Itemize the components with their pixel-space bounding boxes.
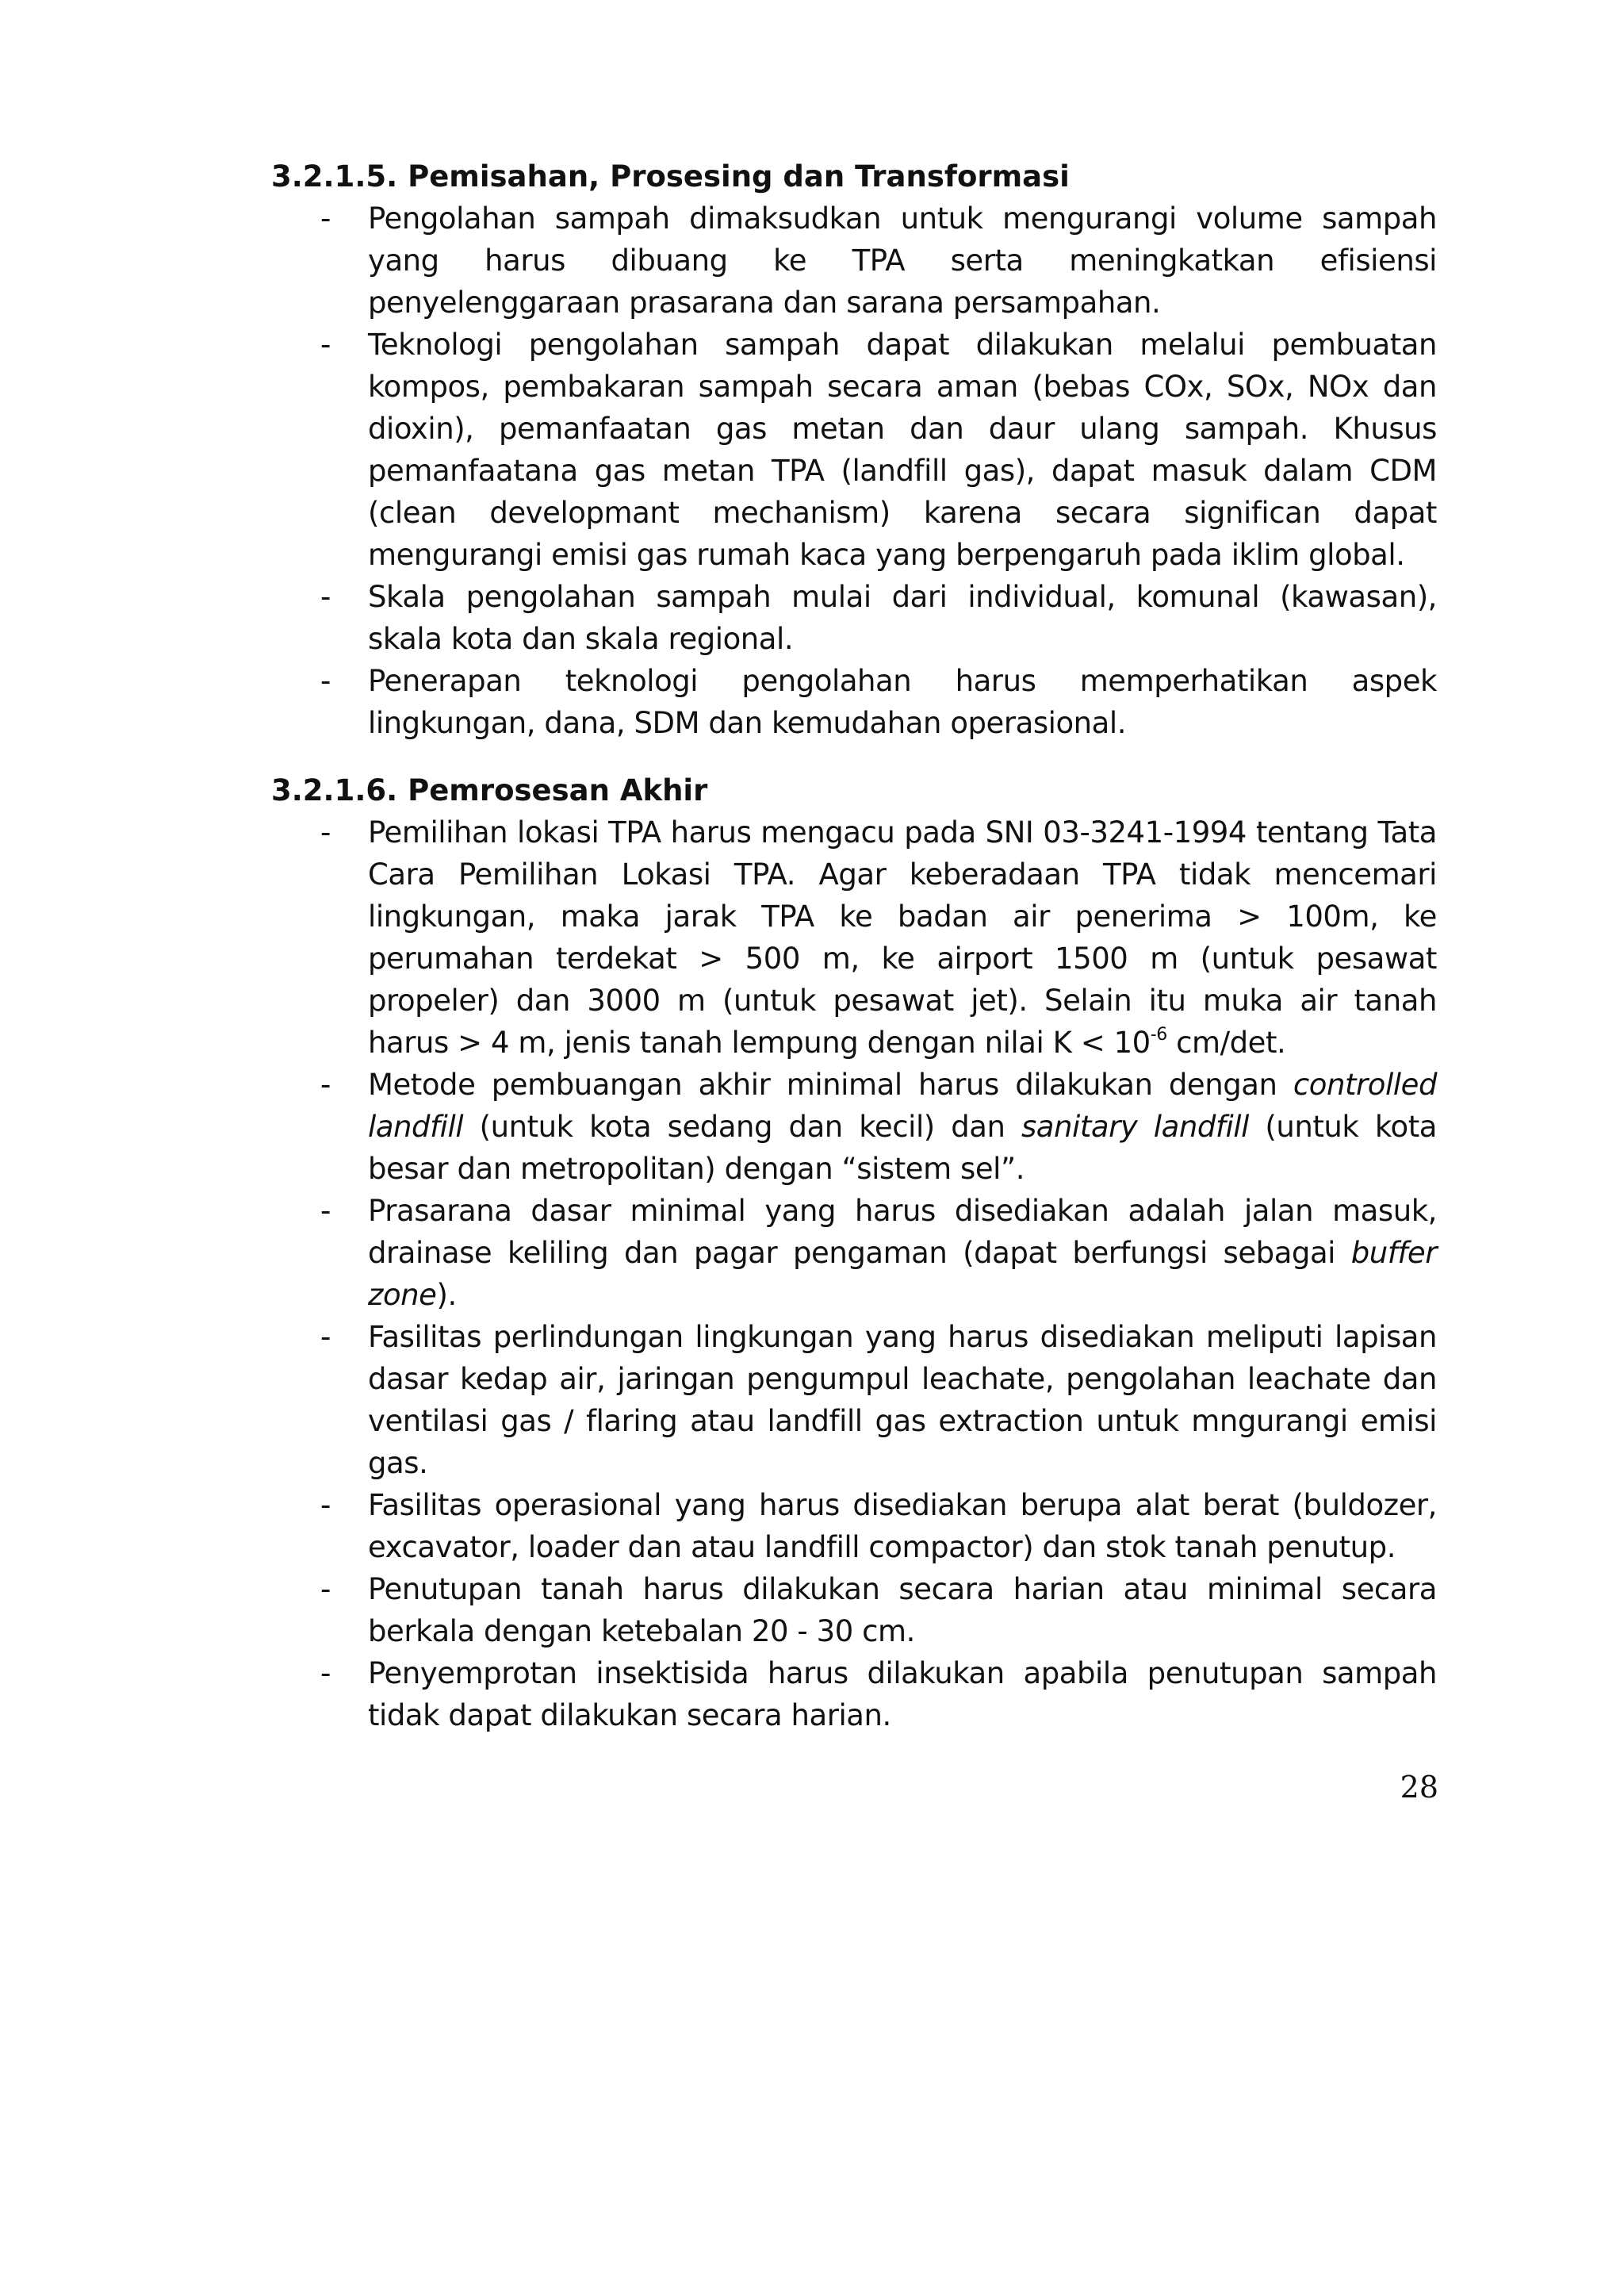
item-text: Metode pembuangan akhir minimal harus dilakukan dengan bbox=[368, 1068, 1293, 1102]
item-text: cm/det. bbox=[1166, 1026, 1286, 1060]
list-item: - Penutupan tanah harus dilakukan secara harian atau minimal secara berkala dengan ketebalan 20 - 30 cm. bbox=[271, 1568, 1437, 1652]
list-item: - Penerapan teknologi pengolahan harus memperhatikan aspek lingkungan, dana, SDM dan kemudahan operasional. bbox=[271, 660, 1437, 744]
section-heading: 3.2.1.6. Pemrosesan Akhir bbox=[271, 773, 708, 807]
bullet-list bbox=[271, 198, 1437, 744]
item-text: (untuk kota sedang dan kecil) dan bbox=[463, 1110, 1021, 1144]
list-item: - Penyemprotan insektisida harus dilakukan apabila penutupan sampah tidak dapat dilakukan secara harian. bbox=[271, 1652, 1437, 1736]
list-item bbox=[271, 1064, 1437, 1190]
italic-term: controlled landfill bbox=[368, 1068, 1437, 1144]
list-item bbox=[271, 811, 1437, 1064]
list-item: - Fasilitas perlindungan lingkungan yang harus disediakan meliputi lapisan dasar kedap air, jaringan pengumpul leachate, pengolahan leachate dan ventilasi gas / flaring atau landfill gas extraction untuk mngurangi emisi gas. bbox=[271, 1316, 1437, 1484]
item-text: (untuk kota besar dan metropolitan) dengan “sistem sel”. bbox=[368, 1110, 1437, 1186]
page-number: 28 bbox=[1400, 1770, 1438, 1805]
list-item: - Pengolahan sampah dimaksudkan untuk mengurangi volume sampah yang harus dibuang ke TPA serta meningkatkan efisiensi penyelenggaraan prasarana dan sarana persampahan. bbox=[271, 198, 1437, 324]
section-pemrosesan-akhir bbox=[271, 769, 1437, 1736]
italic-term: sanitary landfill bbox=[1021, 1110, 1249, 1144]
list-item: - Fasilitas operasional yang harus disediakan berupa alat berat (buldozer, excavator, loader dan atau landfill compactor) dan stok tanah penutup. bbox=[271, 1484, 1437, 1568]
list-item bbox=[271, 1190, 1437, 1316]
section-pemisahan bbox=[271, 155, 1437, 744]
section-heading: 3.2.1.5. Pemisahan, Prosesing dan Transformasi bbox=[271, 159, 1070, 194]
item-text: Pemilihan lokasi TPA harus mengacu pada SNI 03-3241-1994 tentang Tata Cara Pemilihan Lokasi TPA. Agar keberadaan TPA tidak mencemari lingkungan, maka jarak TPA ke badan air penerima > 100m, ke perumahan terdekat > 500 m, ke airport 1500 m (untuk pesawat propeler) dan 3000 m (untuk pesawat jet). Selain itu muka air tanah harus > 4 m, jenis tanah lempung dengan nilai K < 10 bbox=[368, 815, 1437, 1060]
list-item: - Teknologi pengolahan sampah dapat dilakukan melalui pembuatan kompos, pembakaran sampah secara aman (bebas COx, SOx, NOx dan dioxin), pemanfaatan gas metan dan daur ulang sampah. Khusus pemanfaatana gas metan TPA (landfill gas), dapat masuk dalam CDM (clean developmant mechanism) karena secara significan dapat mengurangi emisi gas rumah kaca yang berpengaruh pada iklim global. bbox=[271, 324, 1437, 576]
item-text: ). bbox=[436, 1278, 457, 1312]
bullet-list bbox=[271, 811, 1437, 1736]
exponent: -6 bbox=[1150, 1025, 1167, 1045]
list-item: - Skala pengolahan sampah mulai dari individual, komunal (kawasan), skala kota dan skala regional. bbox=[271, 576, 1437, 660]
italic-term: buffer zone bbox=[368, 1236, 1437, 1312]
item-text: Prasarana dasar minimal yang harus disediakan adalah jalan masuk, drainase keliling dan pagar pengaman (dapat berfungsi sebagai bbox=[368, 1194, 1437, 1270]
